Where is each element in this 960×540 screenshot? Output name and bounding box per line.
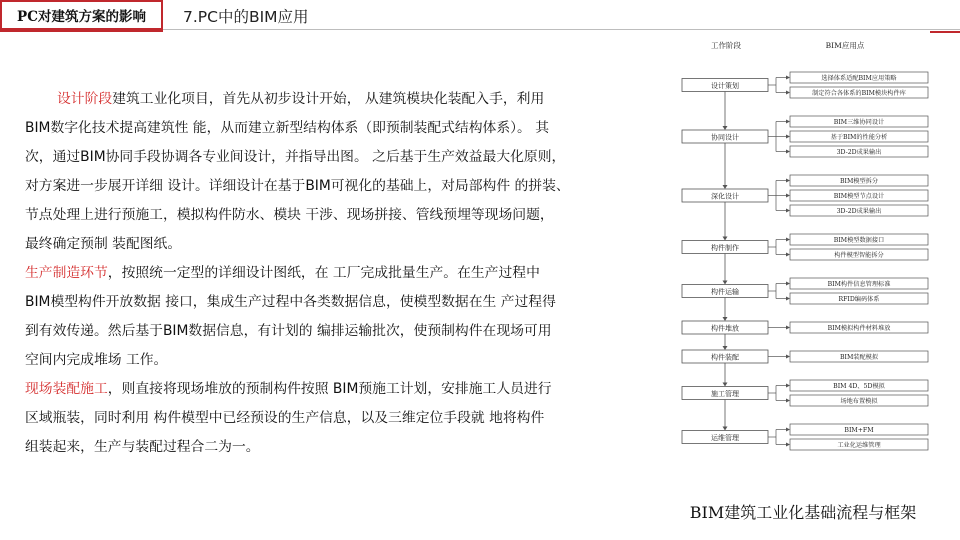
arrow-head bbox=[786, 150, 790, 154]
line: ，按照统一定型的详细设计图纸，在 工厂完成批量生产。在生产过程中 bbox=[107, 265, 540, 281]
header-underline-red bbox=[0, 30, 163, 32]
app-label: 工业化运维管理 bbox=[837, 441, 881, 449]
flow-arrow-head bbox=[723, 237, 728, 241]
flow-arrow-head bbox=[723, 126, 728, 130]
body-text bbox=[25, 85, 650, 462]
paragraph-assembly bbox=[25, 375, 650, 462]
line: BIM模型构件开放数据 接口，集成生产过程中各类数据信息，使模型数据在生 产过程得 bbox=[25, 294, 556, 310]
stage-label: 深化设计 bbox=[711, 192, 739, 201]
stage-label: 构件制作 bbox=[711, 243, 739, 252]
arrow-head bbox=[786, 120, 790, 124]
arrow-head bbox=[786, 326, 790, 330]
app-label: 场地布置模拟 bbox=[840, 397, 878, 405]
stage-label: 设计策划 bbox=[711, 81, 739, 90]
arrow-head bbox=[786, 384, 790, 388]
stage-label: 运维管理 bbox=[711, 433, 739, 442]
flow-arrow-head bbox=[723, 383, 728, 387]
paragraph-production bbox=[25, 259, 650, 375]
arrow-head bbox=[786, 355, 790, 359]
col-header-stage: 工作阶段 bbox=[711, 41, 741, 50]
app-label: BIM装配模拟 bbox=[839, 353, 879, 361]
arrow-head bbox=[786, 428, 790, 432]
arrow-head bbox=[786, 297, 790, 301]
line: 到有效传递。然后基于BIM数据信息，有计划的 编排运输批次，使预制构件在现场可用 bbox=[25, 323, 552, 339]
arrow-head bbox=[786, 253, 790, 257]
line: 空间内完成堆场 工作。 bbox=[25, 352, 168, 368]
arrow-head bbox=[786, 209, 790, 213]
app-label: BIM模型节点设计 bbox=[833, 192, 885, 200]
line: ，则直接将现场堆放的预制构件按照 BIM预施工计划，安排施工人员进行 bbox=[107, 381, 552, 397]
arrow-head bbox=[786, 282, 790, 286]
app-label: RFID编码体系 bbox=[838, 295, 880, 303]
highlight-assembly: 现场装配施工 bbox=[25, 381, 108, 397]
line: 组装起来，生产与装配过程合二为一。 bbox=[25, 439, 260, 455]
line: 建筑工业化项目，首先从初步设计开始， 从建筑模块化装配入手，利用 bbox=[112, 91, 545, 107]
arrow-head bbox=[786, 76, 790, 80]
line: 对方案进一步展开详细 设计。详细设计在基于BIM可视化的基础上，对局部构件 的拼装、 bbox=[25, 178, 570, 194]
app-label: 3D-2D成果输出 bbox=[836, 207, 882, 215]
highlight-production: 生产制造环节 bbox=[25, 265, 108, 281]
app-label: 基于BIM的性能分析 bbox=[830, 133, 888, 141]
flow-arrow-head bbox=[723, 185, 728, 189]
app-label: 选择体系适配BIM应用策略 bbox=[821, 74, 897, 82]
app-label: BIM模型数据接口 bbox=[833, 236, 885, 244]
section-tag: PC对建筑方案的影响 bbox=[0, 0, 163, 30]
stage-label: 构件堆放 bbox=[711, 324, 739, 333]
app-label: BIM三维协同设计 bbox=[833, 118, 885, 126]
header-underline-gray bbox=[163, 29, 960, 30]
app-label: BIM模型拆分 bbox=[839, 177, 879, 185]
app-label: 制定符合各体系的BIM模块构件库 bbox=[812, 89, 906, 97]
arrow-head bbox=[786, 238, 790, 242]
line: 最终确定预制 装配图纸。 bbox=[25, 236, 182, 252]
flow-arrow-head bbox=[723, 427, 728, 431]
arrow-head bbox=[786, 194, 790, 198]
app-label: BIM 4D、5D模拟 bbox=[833, 382, 885, 390]
line: 节点处理上进行预施工，模拟构件防水、模块 干涉、现场拼接、管线预埋等现场问题， bbox=[25, 207, 554, 223]
stage-label: 构件装配 bbox=[711, 353, 739, 362]
stage-label: 施工管理 bbox=[711, 389, 739, 398]
diagram-caption: BIM建筑工业化基础流程与框架 bbox=[689, 503, 917, 522]
stage-label: 构件运输 bbox=[711, 287, 739, 296]
app-label: BIM模拟构件材料堆放 bbox=[827, 324, 891, 332]
bim-flow-diagram bbox=[670, 32, 930, 492]
arrow-head bbox=[786, 91, 790, 95]
arrow-head bbox=[786, 399, 790, 403]
app-label: 构件模型智能拆分 bbox=[834, 251, 884, 259]
highlight-design-stage: 设计阶段 bbox=[57, 91, 113, 107]
arrow-head bbox=[786, 443, 790, 447]
app-label: BIM构件信息管理标准 bbox=[827, 280, 891, 288]
flow-arrow-head bbox=[723, 346, 728, 350]
page-title: 7.PC中的BIM应用 bbox=[183, 8, 309, 26]
flow-arrow-head bbox=[723, 281, 728, 285]
col-header-app: BIM应用点 bbox=[825, 41, 865, 50]
line: 区域瓶装，同时利用 构件模型中已经预设的生产信息，以及三维定位手段就 地将构件 bbox=[25, 410, 545, 426]
arrow-head bbox=[786, 135, 790, 139]
line: 次，通过BIM协同手段协调各专业间设计，并指导出图。 之后基于生产效益最大化原则， bbox=[25, 149, 566, 165]
app-label: 3D-2D成果输出 bbox=[836, 148, 882, 156]
app-label: BIM+FM bbox=[844, 426, 874, 434]
accent-rule bbox=[930, 31, 960, 33]
line: BIM数字化技术提高建筑性 能，从而建立新型结构体系（即预制装配式结构体系）。 其 bbox=[25, 120, 549, 136]
paragraph-design bbox=[25, 85, 650, 259]
flow-arrow-head bbox=[723, 317, 728, 321]
stage-label: 协同设计 bbox=[711, 133, 739, 142]
arrow-head bbox=[786, 179, 790, 183]
